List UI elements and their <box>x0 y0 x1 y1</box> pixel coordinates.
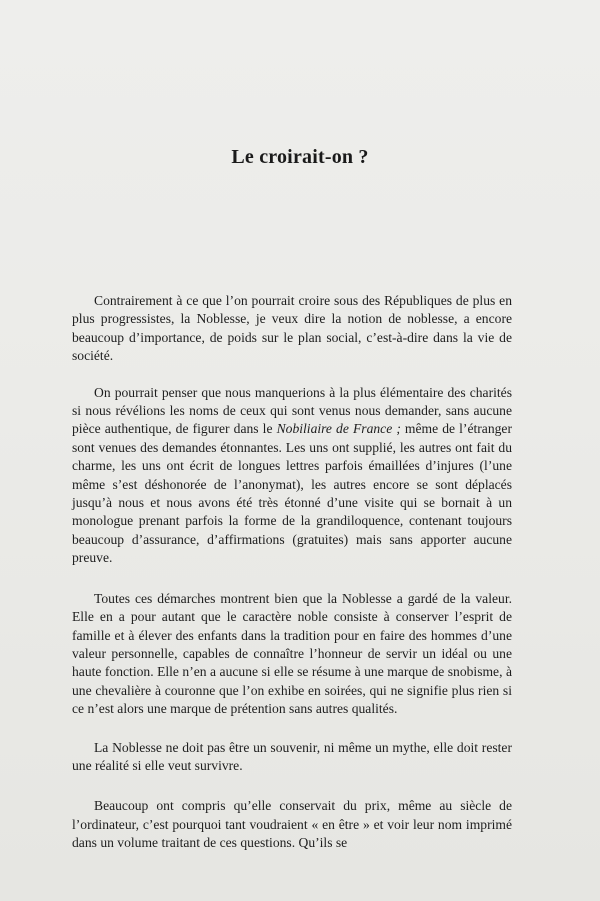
paragraph-text: On pourrait penser que nous manquerions à la plus élémentaire des charités si nous révélions les noms de ceux qui sont venus nous demander, sans aucune pièce authentique, de figurer dans le <box>72 384 512 437</box>
paragraph <box>72 590 512 719</box>
paragraph-text: Beaucoup ont compris qu’elle conservait du prix, même au siècle de l’ordinateur, c’est pourquoi tant voudraient « en être » et voir leur nom imprimé dans un volume traitant de ces questions. Qu’ils se <box>72 798 512 851</box>
paragraph-text: Toutes ces démarches montrent bien que la Noblesse a gardé de la valeur. Elle en a pour autant que le caractère noble consiste à conserver l’esprit de famille et à élever des enfants dans la tradition pour en faire des hommes d’une valeur personnelle, capables de connaître l’honneur de servir un idéal ou une haute fonction. Elle n’en a aucune si elle se résume à une marque de snobisme, à une chevalière à couronne que l’on exhibe en soirées, qui ne signifie plus rien si ce n’est alors une marque de prétention sans autres qualités. <box>72 590 512 717</box>
paragraph <box>72 384 512 568</box>
paragraph-text: Contrairement à ce que l’on pourrait croire sous des Républiques de plus en plus progressistes, la Noblesse, je veux dire la notion de noblesse, a encore beaucoup d’importance, de poids sur le plan social, c’est-à-dire dans la vie de société. <box>72 293 512 364</box>
body-text <box>72 292 512 853</box>
paragraph-text: même de l’étranger sont venues des demandes étonnantes. Les uns ont supplié, les autres ont fait du charme, les uns ont écrit de longues lettres parfois émaillées d’injures (l’une même s’est déshonorée de l’anonymat), les autres encore se sont déplacés jusqu’à nous et nous avons été très étonné d’une visite qui se bornait à un monologue prenant parfois la forme de la grandiloquence, contenant toujours beaucoup d’assurance, d’affirmations (gratuites) mais sans apporter aucune preuve. <box>72 421 512 566</box>
book-title-italic: Nobiliaire de France ; <box>276 421 401 437</box>
chapter-title: Le croirait-on ? <box>231 146 369 169</box>
paragraph-text: La Noblesse ne doit pas être un souvenir, ni même un mythe, elle doit rester une réalité si elle veut survivre. <box>72 739 512 773</box>
paragraph <box>72 739 512 776</box>
paragraph <box>72 797 512 852</box>
paragraph <box>72 292 512 366</box>
